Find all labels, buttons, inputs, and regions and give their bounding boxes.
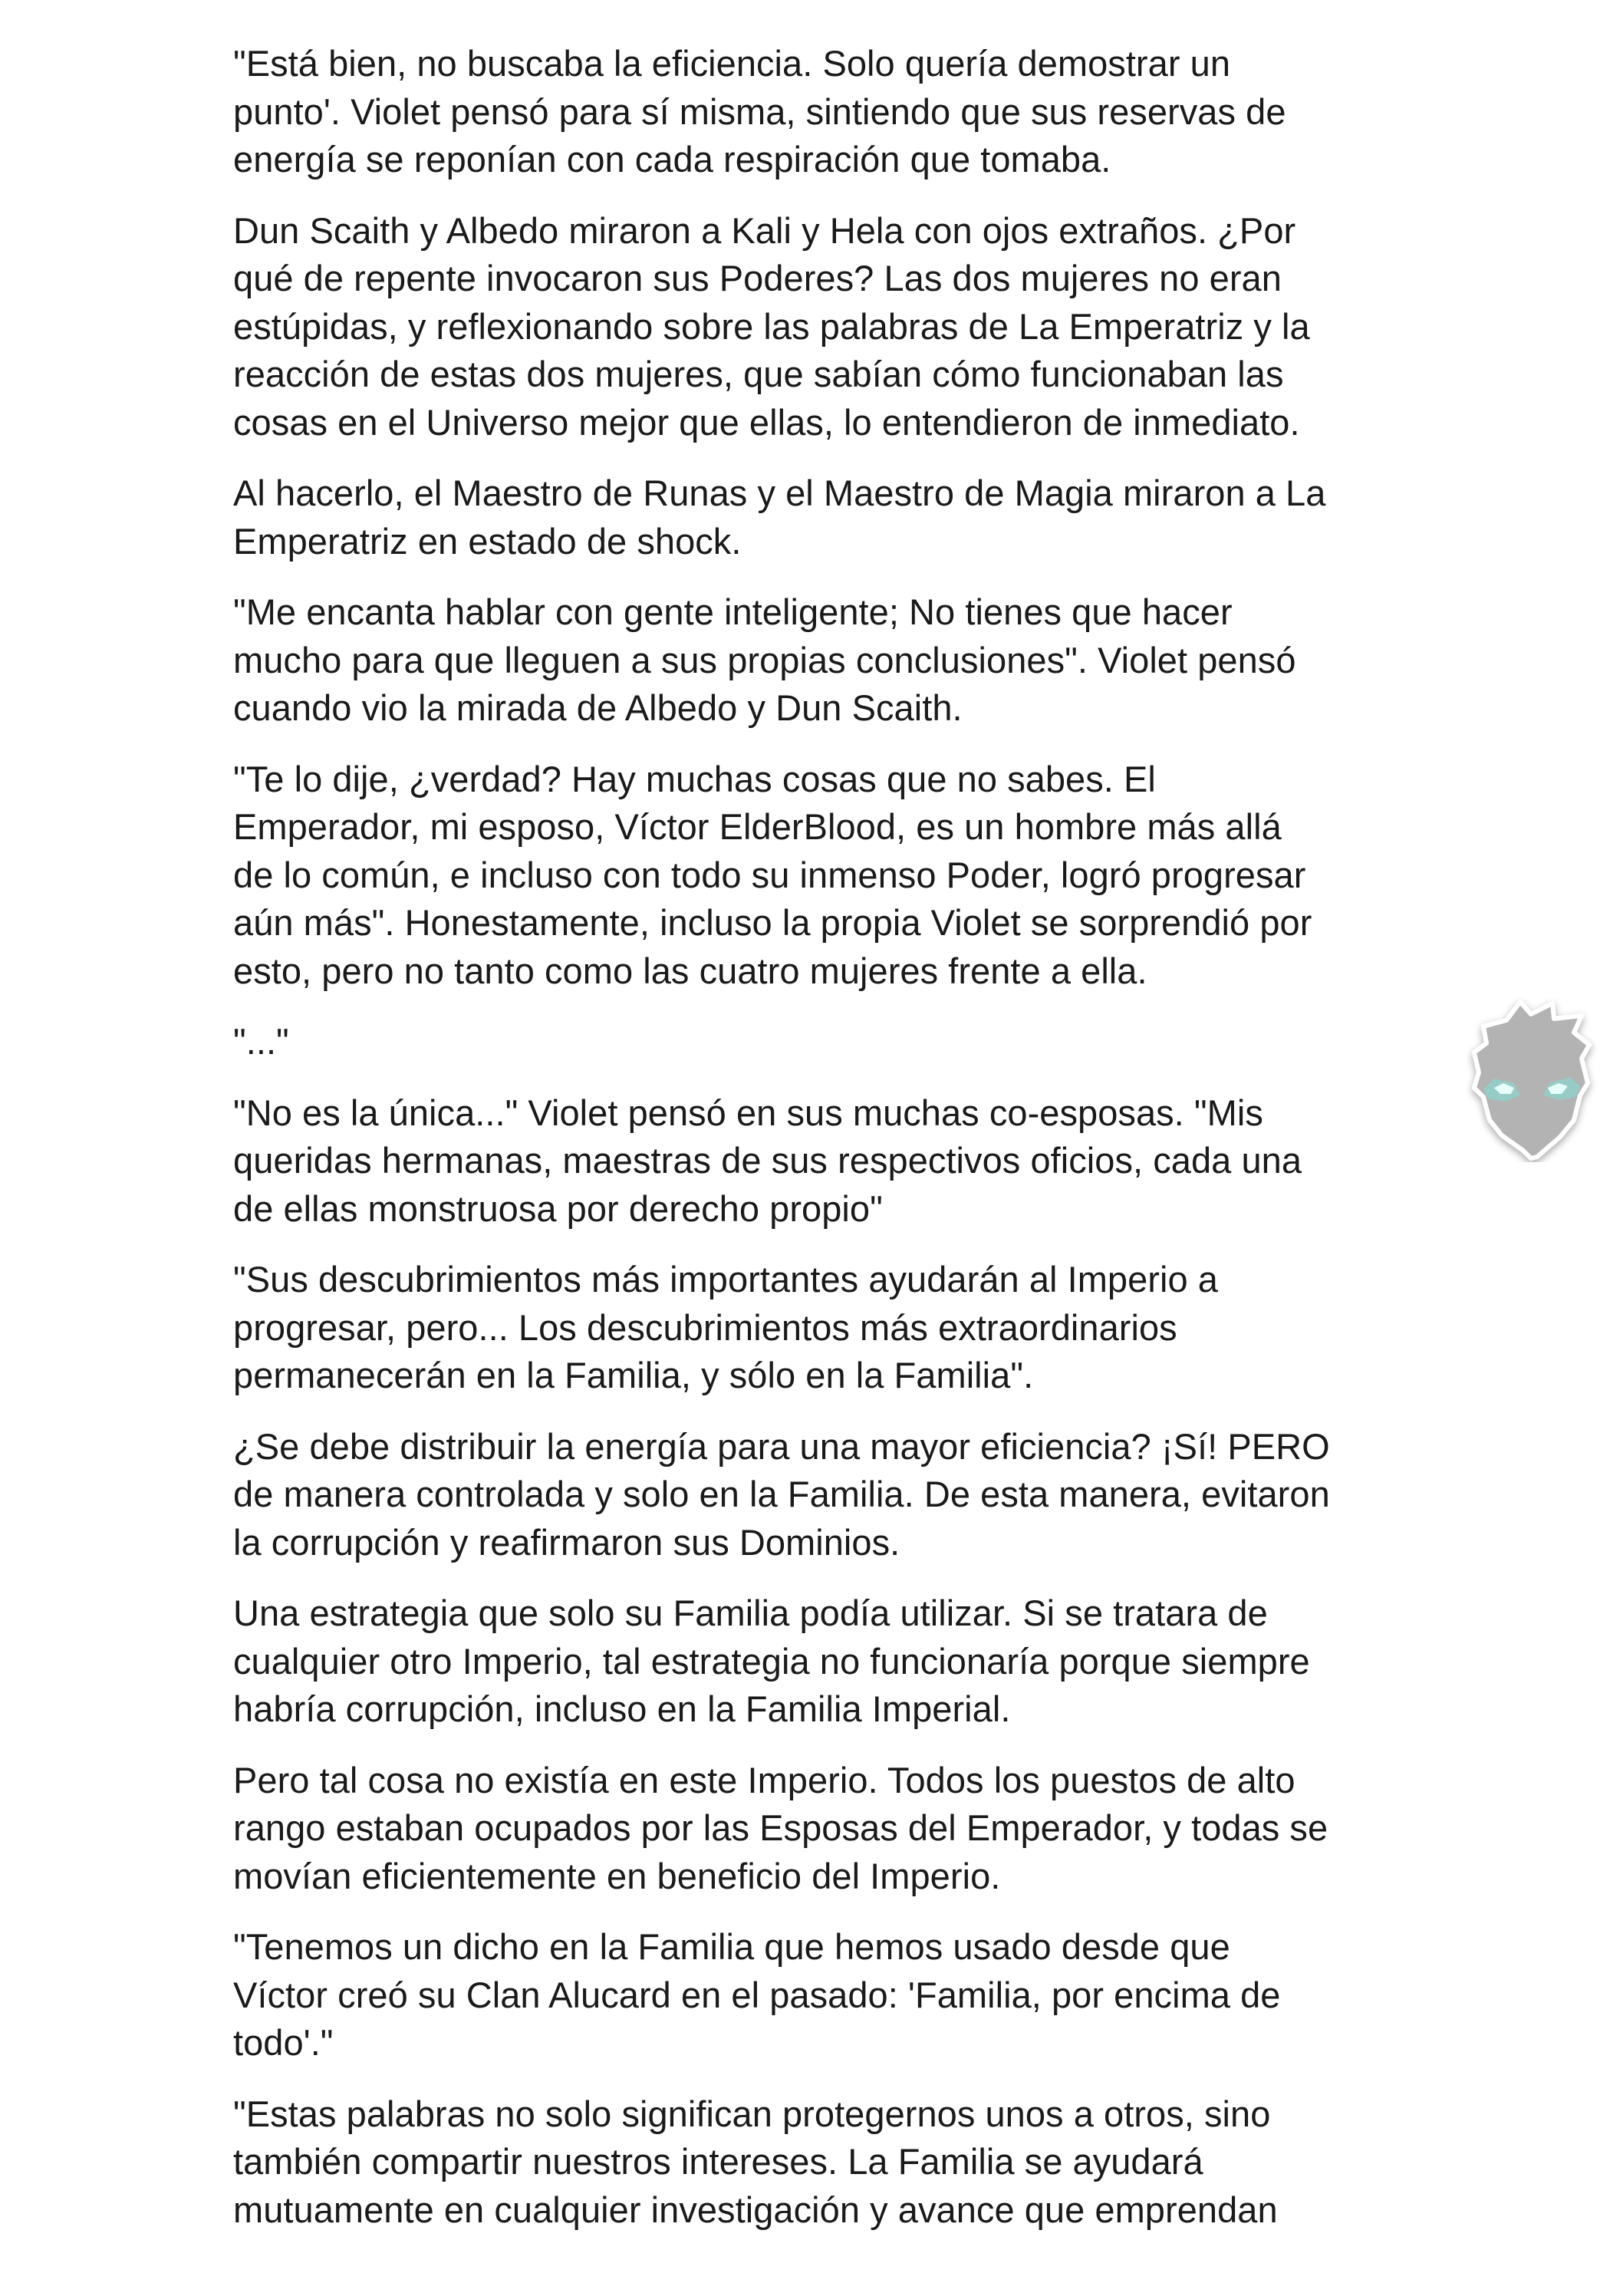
paragraph [233,1589,1430,1734]
paragraph [233,207,1430,447]
text-line: Emperatriz en estado de shock. [233,520,742,562]
document-page [233,40,1430,2257]
paragraph [233,1423,1430,1567]
paragraph [233,40,1430,184]
text-line: estúpidas, y reflexionando sobre las palabras de La Emperatriz y la [233,305,1310,347]
text-line: mutuamente en cualquier investigación y avance que emprendan [233,2189,1278,2230]
text-line: esto, pero no tanto como las cuatro mujeres frente a ella. [233,950,1147,991]
text-line: "Me encanta hablar con gente inteligente; No tienes que hacer [233,591,1233,632]
text-line: reacción de estas dos mujeres, que sabían cómo funcionaban las [233,354,1284,394]
text-line: progresar, pero... Los descubrimientos más extraordinarios [233,1306,1177,1348]
text-line: "Tenemos un dicho en la Familia que hemos usado desde que [233,1926,1230,1967]
text-line: movían eficientemente en beneficio del Imperio. [233,1855,1001,1896]
text-line: "No es la única..." Violet pensó en sus muchas co-esposas. "Mis [233,1092,1263,1133]
text-line: habría corrupción, incluso en la Familia Imperial. [233,1688,1011,1729]
paragraph [233,1256,1430,1400]
paragraph [233,1089,1430,1234]
text-line: ¿Se debe distribuir la energía para una mayor eficiencia? ¡Sí! PERO [233,1425,1330,1467]
text-line: permanecerán en la Familia, y sólo en la Familia". [233,1355,1034,1395]
text-line: queridas hermanas, maestras de sus respectivos oficios, cada una [233,1140,1302,1181]
paragraph [233,1757,1430,1901]
text-line: todo'." [233,2022,334,2063]
text-line: cuando vio la mirada de Albedo y Dun Scaith. [233,687,963,728]
text-line: aún más". Honestamente, incluso la propia Violet se sorprendió por [233,902,1312,943]
text-line: Una estrategia que solo su Familia podía utilizar. Si se tratara de [233,1593,1268,1633]
paragraph [233,1018,1430,1066]
paragraph [233,756,1430,996]
text-line: de lo común, e incluso con todo su inmenso Poder, logró progresar [233,854,1306,895]
text-line: qué de repente invocaron sus Poderes? Las dos mujeres no eran [233,258,1282,298]
text-line: la corrupción y reafirmaron sus Dominios. [233,1521,900,1563]
text-line: "Sus descubrimientos más importantes ayudarán al Imperio a [233,1259,1218,1300]
paragraph [233,1923,1430,2067]
text-line: Emperador, mi esposo, Víctor ElderBlood, es un hombre más allá [233,806,1282,847]
text-line: Víctor creó su Clan Alucard en el pasado: 'Familia, por encima de [233,1974,1281,2015]
text-line: punto'. Violet pensó para sí misma, sintiendo que sus reservas de [233,91,1286,132]
text-line: de ellas monstruosa por derecho propio" [233,1188,883,1229]
text-line: energía se reponían con cada respiración que tomaba. [233,139,1111,180]
text-line: también compartir nuestros intereses. La Familia se ayudará [233,2141,1203,2182]
paragraph [233,2090,1430,2235]
text-line: de manera controlada y solo en la Familia. De esta manera, evitaron [233,1474,1330,1514]
text-line: cualquier otro Imperio, tal estrategia no funcionaría porque siempre [233,1640,1310,1682]
text-line: Dun Scaith y Albedo miraron a Kali y Hela con ojos extraños. ¿Por [233,209,1296,251]
text-line: Pero tal cosa no existía en este Imperio. Todos los puestos de alto [233,1759,1295,1800]
text-line: Al hacerlo, el Maestro de Runas y el Maestro de Magia miraron a La [233,473,1326,513]
text-line: "Estas palabras no solo significan protegernos unos a otros, sino [233,2093,1271,2134]
text-line: "Te lo dije, ¿verdad? Hay muchas cosas que no sabes. El [233,758,1156,799]
text-line: "..." [233,1021,289,1062]
text-line: "Está bien, no buscaba la eficiencia. Solo quería demostrar un [233,43,1231,84]
text-line: mucho para que lleguen a sus propias conclusiones". Violet pensó [233,639,1296,680]
text-line: rango estaban ocupados por las Esposas del Emperador, y todas se [233,1807,1328,1848]
paragraph [233,588,1430,733]
text-line: cosas en el Universo mejor que ellas, lo entendieron de inmediato. [233,401,1300,443]
paragraph [233,469,1430,565]
demon-head-icon [1467,997,1597,1162]
